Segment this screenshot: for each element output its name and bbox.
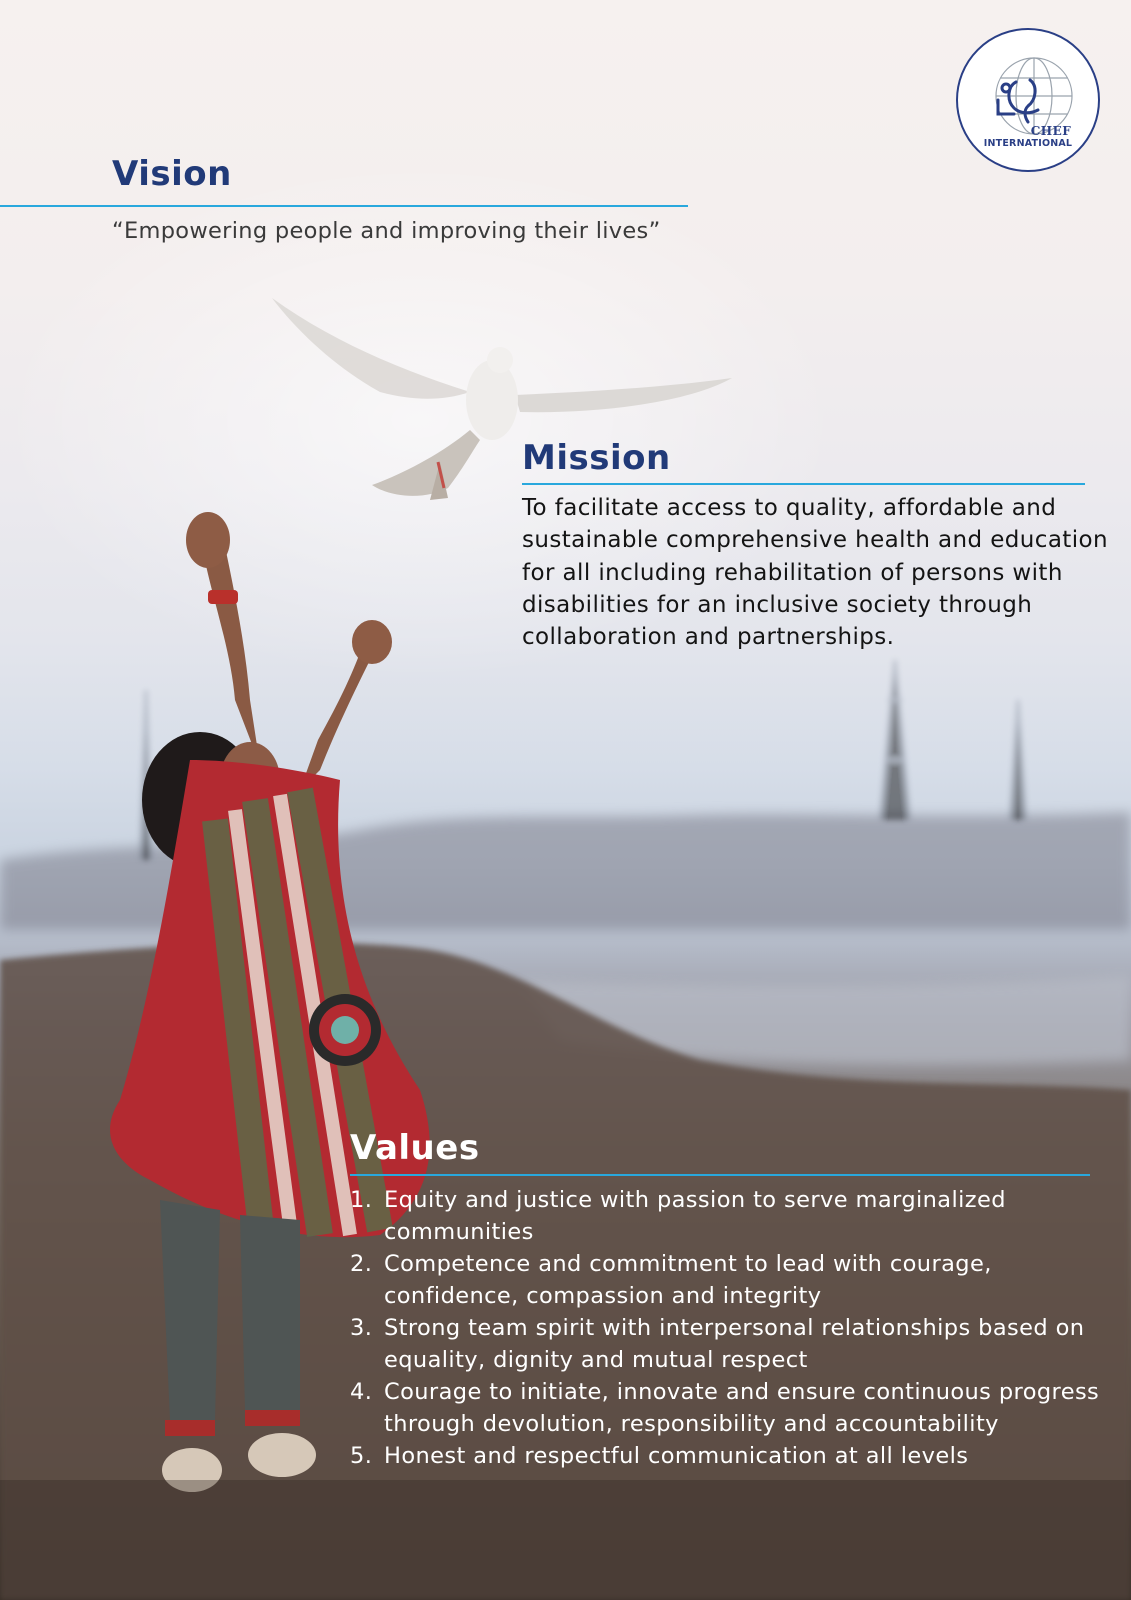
logo-name: CHEF <box>1030 124 1072 138</box>
chef-international-logo <box>956 28 1100 172</box>
values-item-number: 2. <box>350 1251 373 1277</box>
values-item <box>350 1248 1120 1312</box>
values-item-text: Honest and respectful communication at all levels <box>384 1443 969 1469</box>
values-item-text: Equity and justice with passion to serve marginalized communities <box>384 1187 1006 1245</box>
vision-statement: “Empowering people and improving their lives” <box>112 218 661 244</box>
vision-divider <box>0 205 688 207</box>
values-item-text: Courage to initiate, innovate and ensure continuous progress through devolution, responsibility and accountability <box>384 1379 1100 1437</box>
values-item-text: Strong team spirit with interpersonal relationships based on equality, dignity and mutual respect <box>384 1315 1085 1373</box>
values-item-text: Competence and commitment to lead with courage, confidence, compassion and integrity <box>384 1251 992 1309</box>
values-item <box>350 1376 1120 1440</box>
values-heading: Values <box>350 1128 480 1168</box>
values-item-number: 4. <box>350 1379 373 1405</box>
values-item <box>350 1184 1120 1248</box>
vision-heading: Vision <box>112 154 232 194</box>
values-list <box>350 1184 1120 1472</box>
values-divider <box>350 1174 1090 1176</box>
values-item <box>350 1440 1120 1472</box>
logo-subtitle: INTERNATIONAL <box>983 138 1073 149</box>
mission-heading: Mission <box>522 438 671 478</box>
mission-divider <box>522 483 1085 485</box>
values-item <box>350 1312 1120 1376</box>
mission-statement: To facilitate access to quality, affordable and sustainable comprehensive health and education for all including rehabilitation of persons with disabilities for an inclusive society through collaboration and partnerships. <box>522 495 1108 651</box>
values-item-number: 1. <box>350 1187 373 1213</box>
values-item-number: 3. <box>350 1315 373 1341</box>
values-item-number: 5. <box>350 1443 373 1469</box>
globe-logo-icon <box>958 30 1098 170</box>
